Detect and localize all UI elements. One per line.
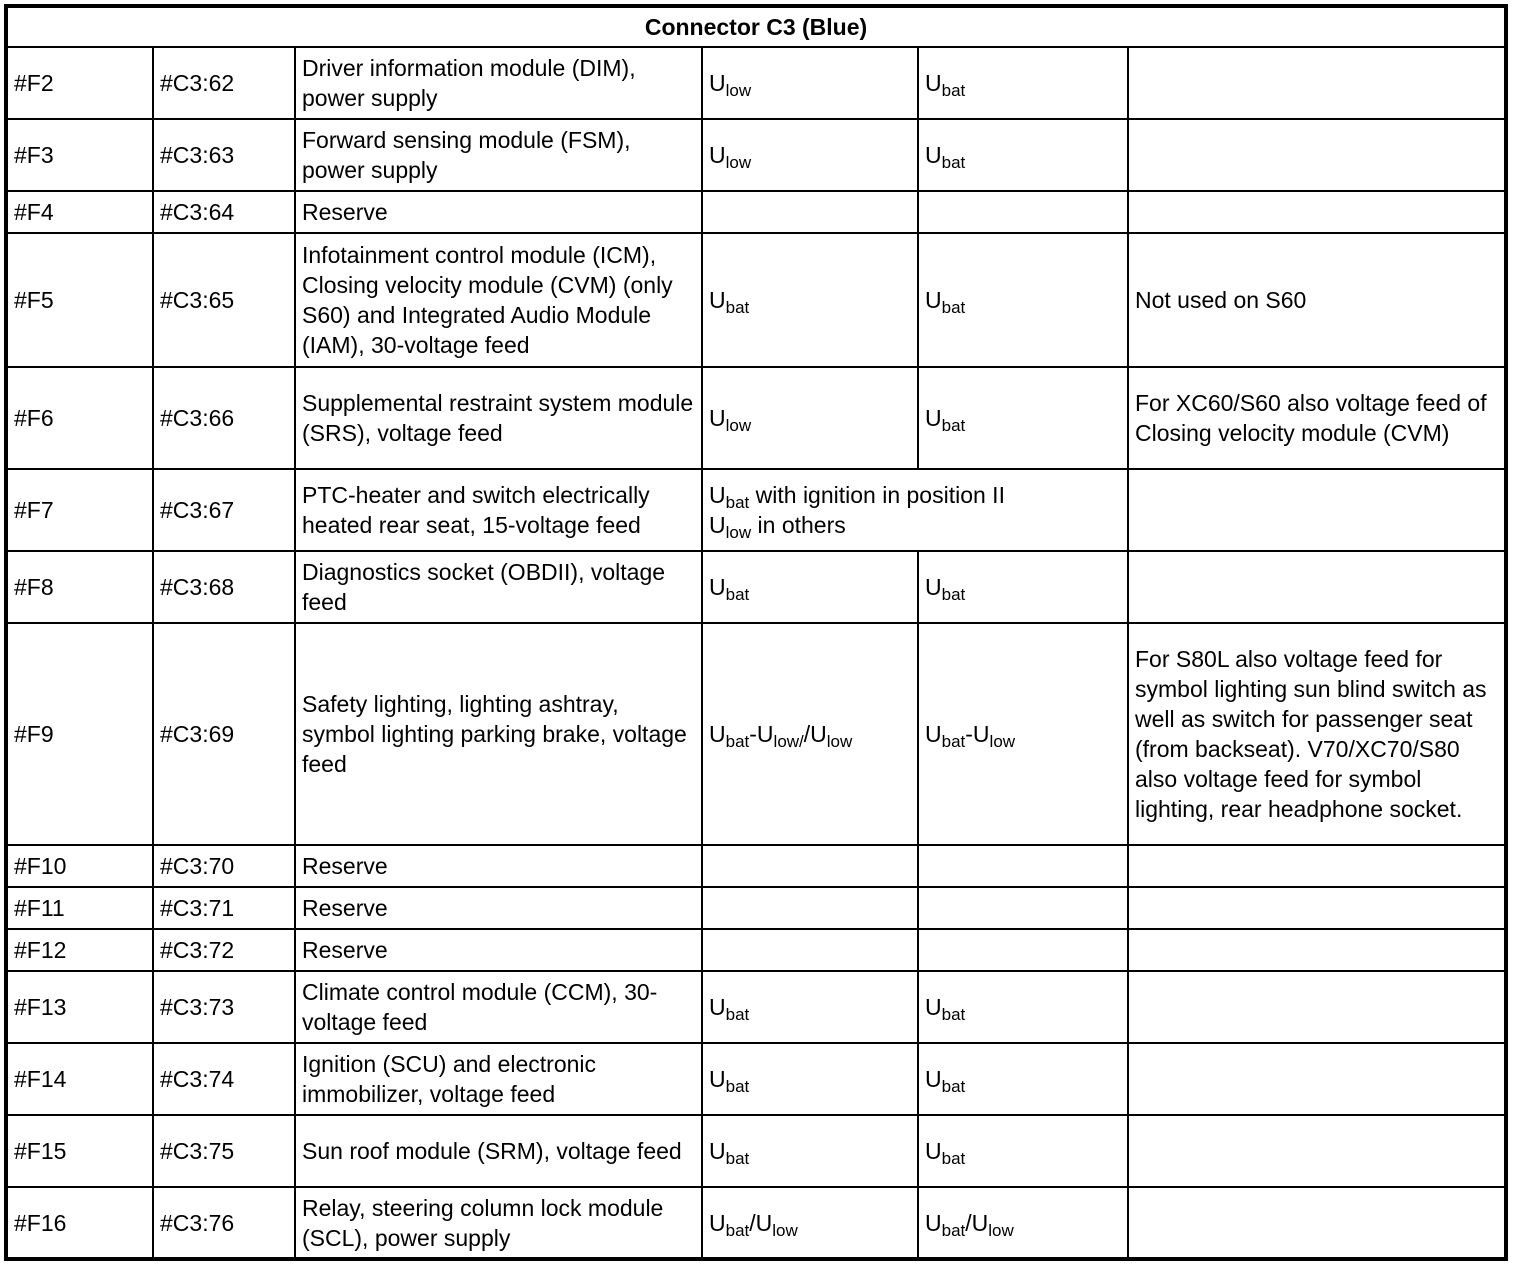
- fuse-cell: #F12: [6, 929, 153, 971]
- voltage-symbol: U: [925, 1138, 942, 1164]
- description-cell: Climate control module (CCM), 30-voltage feed: [295, 971, 702, 1043]
- voltage-subscript: bat: [941, 732, 966, 751]
- voltage-cell-1: [702, 233, 918, 367]
- note-cell: [1128, 47, 1506, 119]
- voltage-span-cell: [702, 469, 1128, 551]
- voltage-value: [925, 994, 966, 1024]
- table-row: [6, 1115, 1506, 1187]
- voltage-cell-2: [918, 929, 1128, 971]
- table-row: [6, 469, 1506, 551]
- pin-cell: #C3:76: [153, 1187, 295, 1259]
- pin-cell: #C3:75: [153, 1115, 295, 1187]
- pin-cell: #C3:64: [153, 191, 295, 233]
- description-cell: PTC-heater and switch electrically heated rear seat, 15-voltage feed: [295, 469, 702, 551]
- description-cell: Relay, steering column lock module (SCL), power supply: [295, 1187, 702, 1259]
- voltage-subscript: bat: [725, 732, 750, 751]
- voltage-subscript: bat: [941, 298, 966, 317]
- fuse-cell: #F9: [6, 623, 153, 845]
- description-cell: Reserve: [295, 191, 702, 233]
- fuse-cell: #F4: [6, 191, 153, 233]
- fuse-cell: #F7: [6, 469, 153, 551]
- voltage-subscript: bat: [725, 493, 750, 512]
- description-cell: Driver information module (DIM), power supply: [295, 47, 702, 119]
- voltage-symbol: U: [709, 574, 726, 600]
- voltage-value: [709, 512, 846, 542]
- voltage-symbol: U: [709, 70, 726, 96]
- note-cell: [1128, 887, 1506, 929]
- table-row: [6, 551, 1506, 623]
- note-cell: For XC60/S60 also voltage feed of Closing velocity module (CVM): [1128, 367, 1506, 469]
- voltage-subscript: bat: [725, 298, 750, 317]
- note-cell: Not used on S60: [1128, 233, 1506, 367]
- voltage-cell-2: [918, 551, 1128, 623]
- voltage-value: [925, 1209, 1014, 1240]
- voltage-subscript: bat: [725, 585, 750, 604]
- voltage-subscript: low: [725, 523, 752, 542]
- voltage-subscript: low: [772, 1220, 798, 1240]
- voltage-subscript: low: [725, 81, 752, 100]
- table-row: [6, 1187, 1506, 1259]
- voltage-cell-1: [702, 929, 918, 971]
- voltage-symbol: U: [709, 1138, 726, 1164]
- pin-cell: #C3:73: [153, 971, 295, 1043]
- pin-cell: #C3:63: [153, 119, 295, 191]
- voltage-subscript: bat: [941, 153, 966, 172]
- voltage-cell-1: [702, 551, 918, 623]
- table-row: [6, 119, 1506, 191]
- voltage-symbol: U: [709, 994, 726, 1020]
- voltage-cell-2: [918, 47, 1128, 119]
- voltage-symbol: in others: [751, 512, 846, 538]
- fuse-cell: #F13: [6, 971, 153, 1043]
- description-cell: Infotainment control module (ICM), Closing velocity module (CVM) (only S60) and Integrated Audio Module (IAM), 30-voltage feed: [295, 233, 702, 367]
- voltage-cell-2: [918, 233, 1128, 367]
- fuse-cell: #F6: [6, 367, 153, 469]
- table-row: [6, 367, 1506, 469]
- voltage-symbol: /U: [803, 721, 827, 747]
- voltage-cell-1: [702, 623, 918, 845]
- note-cell: [1128, 551, 1506, 623]
- pin-cell: #C3:62: [153, 47, 295, 119]
- voltage-symbol: U: [925, 574, 942, 600]
- table-row: [6, 623, 1506, 845]
- pin-cell: #C3:71: [153, 887, 295, 929]
- pin-cell: #C3:66: [153, 367, 295, 469]
- voltage-value: [925, 1138, 966, 1168]
- table-row: [6, 887, 1506, 929]
- voltage-value: [925, 574, 966, 604]
- voltage-symbol: U: [709, 142, 726, 168]
- note-cell: [1128, 929, 1506, 971]
- voltage-subscript: bat: [941, 81, 966, 100]
- fuse-cell: #F5: [6, 233, 153, 367]
- voltage-value: [709, 142, 752, 172]
- voltage-cell-1: [702, 47, 918, 119]
- voltage-symbol: U: [709, 721, 726, 747]
- voltage-cell-2: [918, 191, 1128, 233]
- pin-cell: #C3:68: [153, 551, 295, 623]
- note-cell: [1128, 469, 1506, 551]
- voltage-cell-2: [918, 367, 1128, 469]
- voltage-value: [709, 405, 752, 435]
- note-cell: [1128, 119, 1506, 191]
- voltage-value: [925, 70, 966, 100]
- voltage-subscript: bat: [941, 1220, 966, 1240]
- voltage-symbol: U: [925, 142, 942, 168]
- note-cell: [1128, 1187, 1506, 1259]
- table-row: [6, 47, 1506, 119]
- voltage-value: [925, 405, 966, 435]
- table-row: [6, 191, 1506, 233]
- voltage-line: [709, 510, 1121, 540]
- note-cell: [1128, 191, 1506, 233]
- voltage-symbol: U: [925, 721, 942, 747]
- voltage-subscript: low: [725, 416, 752, 435]
- voltage-symbol: U: [709, 405, 726, 431]
- voltage-cell-1: [702, 1187, 918, 1259]
- voltage-subscript: low/: [773, 732, 804, 751]
- description-cell: Ignition (SCU) and electronic immobilizer, voltage feed: [295, 1043, 702, 1115]
- voltage-cell-1: [702, 119, 918, 191]
- fuse-cell: #F15: [6, 1115, 153, 1187]
- note-cell: [1128, 971, 1506, 1043]
- voltage-symbol: U: [709, 512, 726, 538]
- pin-cell: #C3:74: [153, 1043, 295, 1115]
- voltage-subscript: low: [988, 1220, 1014, 1240]
- voltage-value: [709, 1066, 750, 1096]
- voltage-value: [709, 1209, 798, 1240]
- voltage-symbol: U: [925, 70, 942, 96]
- table-row: [6, 1043, 1506, 1115]
- voltage-symbol: -U: [749, 721, 774, 747]
- voltage-subscript: bat: [941, 1005, 966, 1024]
- voltage-value: [925, 1066, 966, 1096]
- voltage-symbol: /U: [965, 1209, 989, 1236]
- voltage-subscript: bat: [725, 1220, 750, 1240]
- voltage-cell-2: [918, 119, 1128, 191]
- voltage-subscript: low: [826, 732, 853, 751]
- voltage-symbol: /U: [749, 1209, 773, 1236]
- connector-table: [4, 4, 1508, 1261]
- voltage-cell-1: [702, 887, 918, 929]
- voltage-subscript: bat: [941, 416, 966, 435]
- fuse-cell: #F2: [6, 47, 153, 119]
- note-cell: [1128, 845, 1506, 887]
- description-cell: Reserve: [295, 845, 702, 887]
- voltage-cell-2: [918, 1115, 1128, 1187]
- voltage-value: [709, 1138, 750, 1168]
- voltage-subscript: bat: [725, 1149, 750, 1168]
- voltage-cell-1: [702, 845, 918, 887]
- table-row: [6, 929, 1506, 971]
- voltage-symbol: U: [709, 1209, 726, 1236]
- voltage-value: [709, 482, 1005, 512]
- voltage-symbol: U: [925, 1066, 942, 1092]
- voltage-cell-2: [918, 1187, 1128, 1259]
- fuse-cell: #F16: [6, 1187, 153, 1259]
- voltage-value: [709, 70, 752, 100]
- note-cell: [1128, 1115, 1506, 1187]
- voltage-cell-2: [918, 623, 1128, 845]
- voltage-value: [709, 287, 750, 317]
- pin-cell: #C3:72: [153, 929, 295, 971]
- voltage-value: [925, 142, 966, 172]
- voltage-symbol: U: [925, 287, 942, 313]
- description-cell: Reserve: [295, 887, 702, 929]
- pin-cell: #C3:65: [153, 233, 295, 367]
- voltage-symbol: U: [925, 405, 942, 431]
- voltage-cell-1: [702, 1115, 918, 1187]
- voltage-subscript: low: [725, 153, 752, 172]
- voltage-cell-2: [918, 971, 1128, 1043]
- description-cell: Sun roof module (SRM), voltage feed: [295, 1115, 702, 1187]
- description-cell: Reserve: [295, 929, 702, 971]
- voltage-cell-1: [702, 971, 918, 1043]
- table-row: [6, 971, 1506, 1043]
- voltage-symbol: U: [709, 1066, 726, 1092]
- voltage-subscript: bat: [725, 1077, 750, 1096]
- note-cell: For S80L also voltage feed for symbol lighting sun blind switch as well as switch for passenger seat (from backseat). V70/XC70/S80 also voltage feed for symbol lighting, rear headphone socket.: [1128, 623, 1506, 845]
- voltage-line: [709, 480, 1121, 510]
- voltage-subscript: bat: [941, 585, 966, 604]
- description-cell: Safety lighting, lighting ashtray, symbol lighting parking brake, voltage feed: [295, 623, 702, 845]
- voltage-symbol: with ignition in position II: [749, 482, 1005, 508]
- voltage-cell-2: [918, 1043, 1128, 1115]
- voltage-symbol: -U: [965, 721, 990, 747]
- table-row: [6, 233, 1506, 367]
- fuse-cell: #F11: [6, 887, 153, 929]
- table-title-row: [6, 6, 1506, 47]
- note-cell: [1128, 1043, 1506, 1115]
- voltage-subscript: bat: [941, 1077, 966, 1096]
- description-cell: Diagnostics socket (OBDII), voltage feed: [295, 551, 702, 623]
- voltage-subscript: bat: [941, 1149, 966, 1168]
- description-cell: Supplemental restraint system module (SRS), voltage feed: [295, 367, 702, 469]
- voltage-symbol: U: [925, 1209, 942, 1236]
- voltage-subscript: bat: [725, 1005, 750, 1024]
- voltage-cell-1: [702, 367, 918, 469]
- table-body: [6, 47, 1506, 1259]
- description-cell: Forward sensing module (FSM), power supply: [295, 119, 702, 191]
- voltage-cell-2: [918, 887, 1128, 929]
- voltage-symbol: U: [925, 994, 942, 1020]
- table-title: Connector C3 (Blue): [6, 6, 1506, 47]
- voltage-value: [709, 721, 853, 751]
- voltage-cell-1: [702, 191, 918, 233]
- voltage-cell-2: [918, 845, 1128, 887]
- voltage-value: [925, 287, 966, 317]
- pin-cell: #C3:67: [153, 469, 295, 551]
- voltage-subscript: low: [989, 732, 1016, 751]
- fuse-cell: #F10: [6, 845, 153, 887]
- voltage-symbol: U: [709, 482, 726, 508]
- table-row: [6, 845, 1506, 887]
- voltage-value: [709, 994, 750, 1024]
- pin-cell: #C3:69: [153, 623, 295, 845]
- voltage-value: [925, 721, 1016, 751]
- voltage-value: [709, 574, 750, 604]
- voltage-symbol: U: [709, 287, 726, 313]
- pin-cell: #C3:70: [153, 845, 295, 887]
- fuse-cell: #F3: [6, 119, 153, 191]
- voltage-cell-1: [702, 1043, 918, 1115]
- fuse-cell: #F14: [6, 1043, 153, 1115]
- fuse-cell: #F8: [6, 551, 153, 623]
